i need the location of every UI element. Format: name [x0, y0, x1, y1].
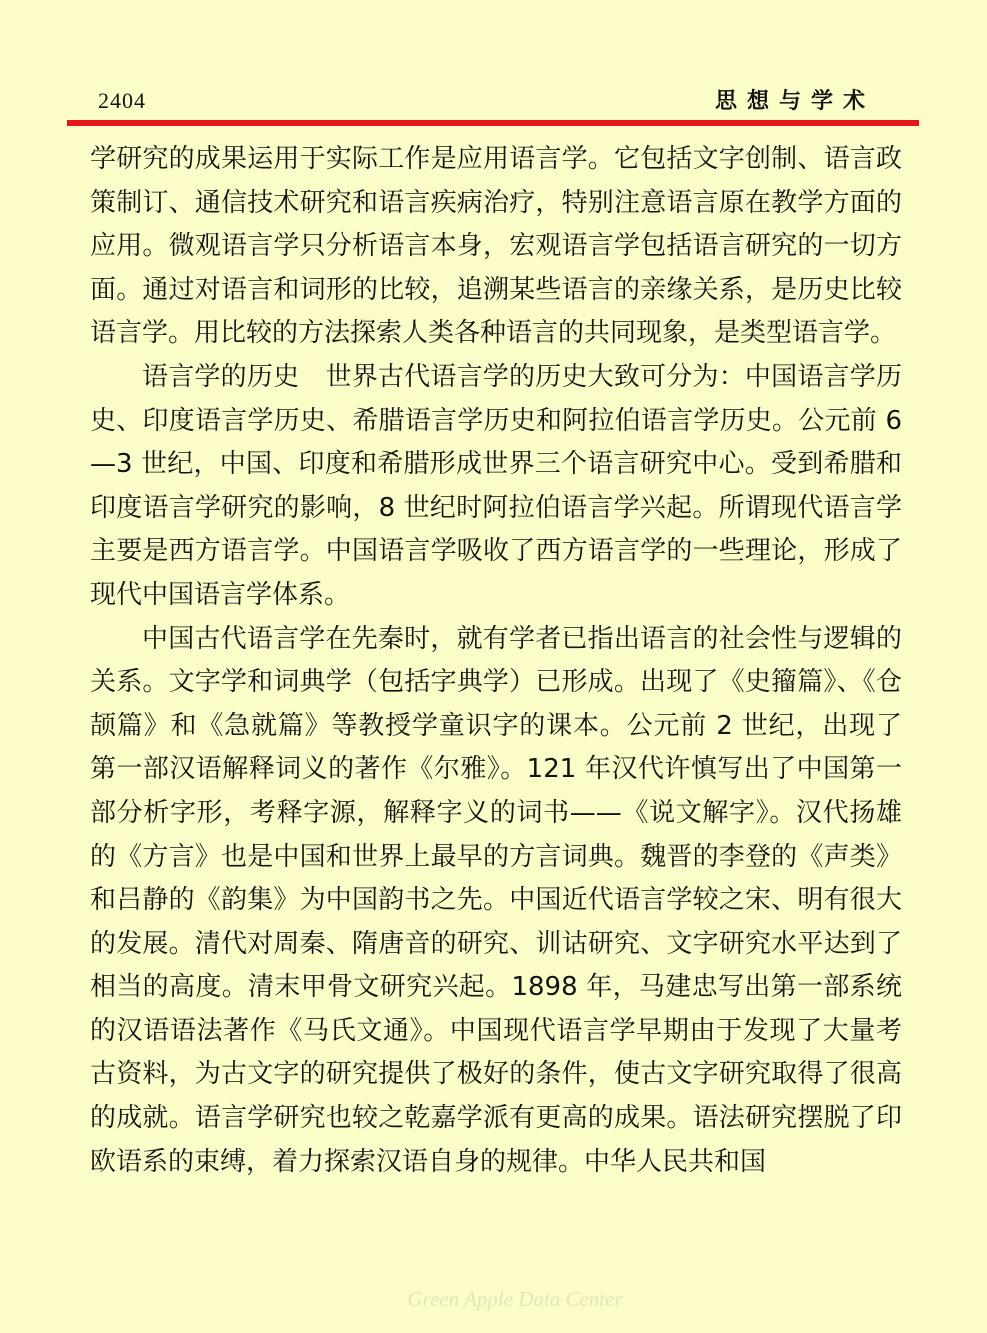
body-text	[90, 138, 902, 1184]
page-number: 2404	[98, 88, 146, 113]
paragraph-3: 中国古代语言学在先秦时，就有学者已指出语言的社会性与逻辑的关系。文字学和词典学（包括字典学）已形成。出现了《史籀篇》、《仓颉篇》和《急就篇》等教授学童识字的课本。公元前 2 世纪，出现了第一部汉语解释词义的著作《尔雅》。121 年汉代许慎写出了中国第一部分析字形，考释字源，解释字义的词书——《说文解字》。汉代扬雄的《方言》也是中国和世界上最早的方言词典。魏晋的李登的《声类》和吕静的《韵集》为中国韵书之先。中国近代语言学较之宋、明有很大的发展。清代对周秦、隋唐音的研究、训诂研究、文字研究水平达到了相当的高度。清末甲骨文研究兴起。1898 年，马建忠写出第一部系统的汉语语法著作《马氏文通》。中国现代语言学早期由于发现了大量考古资料，为古文字的研究提供了极好的条件，使古文字研究取得了很高的成就。语言学研究也较之乾嘉学派有更高的成果。语法研究摆脱了印欧语系的束缚，着力探索汉语自身的规律。中华人民共和国	[90, 623, 902, 1177]
paragraph-2: 语言学的历史 世界古代语言学的历史大致可分为：中国语言学历史、印度语言学历史、希腊语言学历史和阿拉伯语言学历史。公元前 6—3 世纪，中国、印度和希腊形成世界三个语言研究中心。受到希腊和印度语言学研究的影响，8 世纪时阿拉伯语言学兴起。所谓现代语言学主要是西方语言学。中国语言学吸收了西方语言学的一些理论，形成了现代中国语言学体系。	[90, 361, 902, 610]
watermark: Green Apple Data Center	[407, 1287, 623, 1311]
section-title: 思想与学术	[715, 89, 876, 114]
paragraph-1: 学研究的成果运用于实际工作是应用语言学。它包括文字创制、语言政策制订、通信技术研究和语言疾病治疗，特别注意语言原在教学方面的应用。微观语言学只分析语言本身，宏观语言学包括语言研究的一切方面。通过对语言和词形的比较，追溯某些语言的亲缘关系，是历史比较语言学。用比较的方法探索人类各种语言的共同现象，是类型语言学。	[90, 144, 902, 349]
page-header	[0, 0, 987, 130]
header-rule	[67, 120, 919, 126]
